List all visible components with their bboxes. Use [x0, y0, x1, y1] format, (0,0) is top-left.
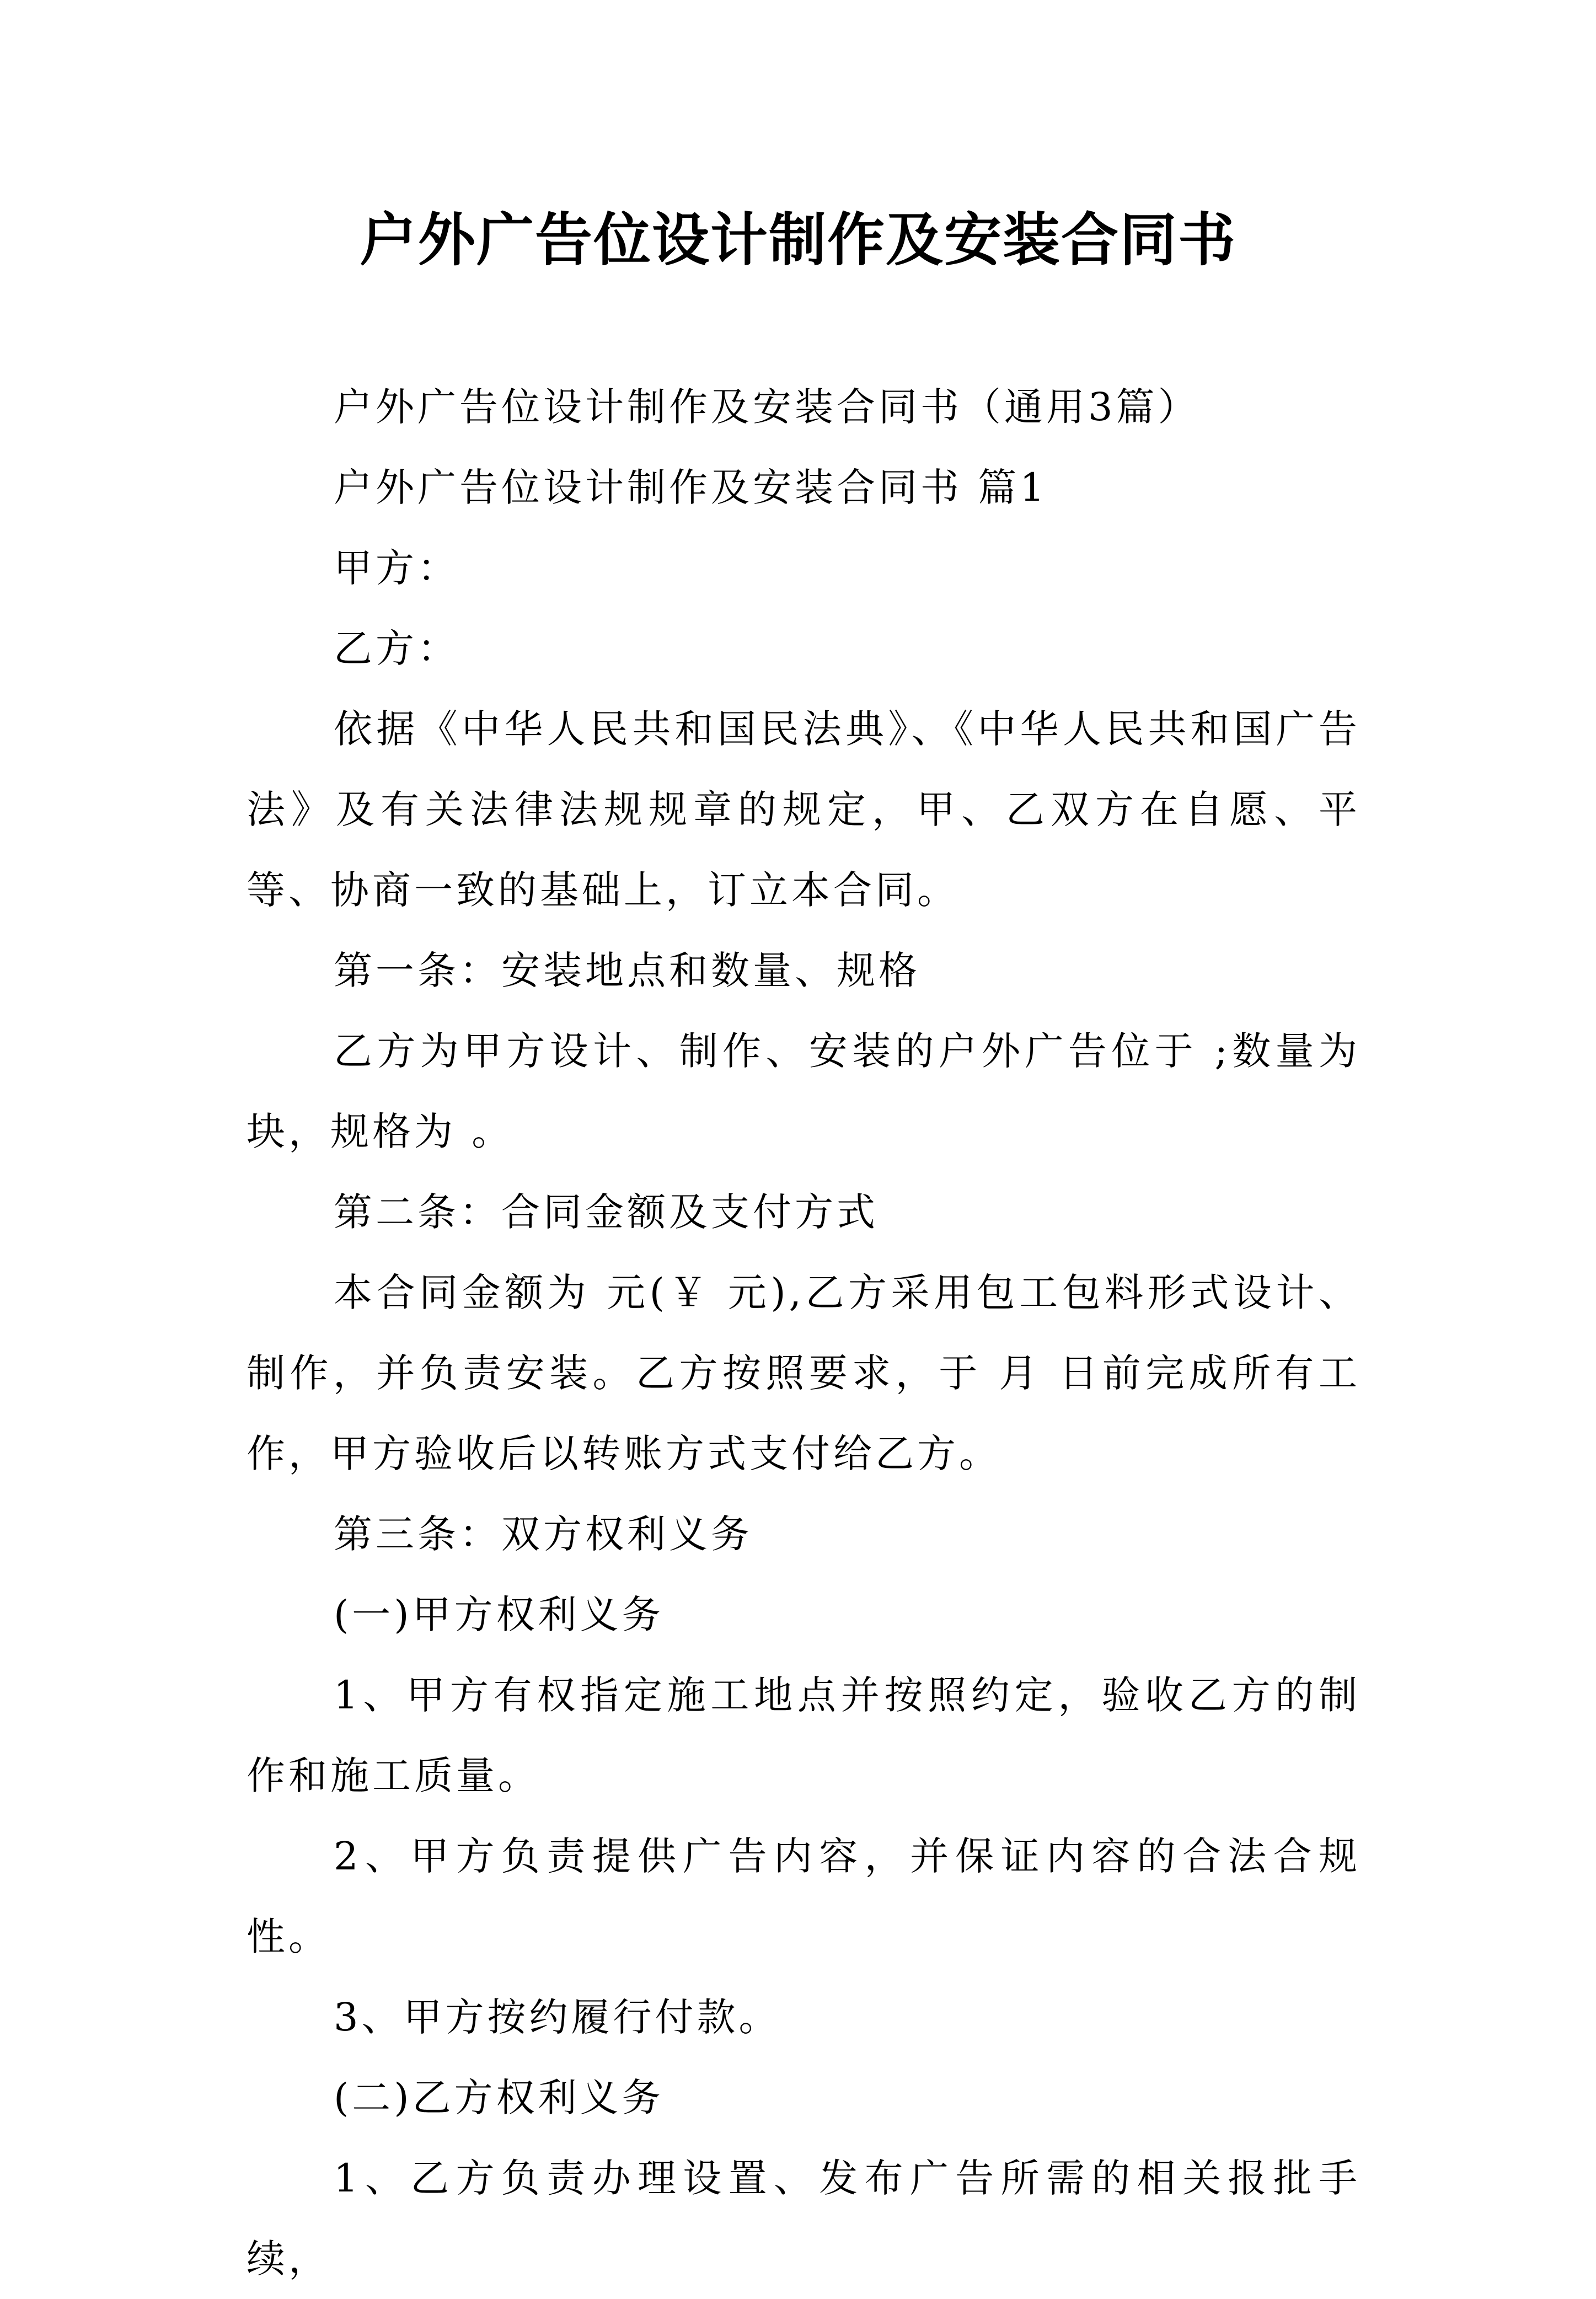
- paragraph: 甲方：: [334, 545, 459, 591]
- paragraph: 本合同金额为 元(￥ 元),乙方采用包工包料形式设计、制作，并负责安装。乙方按照要求，于 月 日前完成所有工作，甲方验收后以转账方式支付给乙方。: [247, 1270, 1361, 1476]
- paragraph: 依据《中华人民共和国民法典》、《中华人民共和国广告法》及有关法律法规规章的规定，甲、乙双方在自愿、平等、协商一致的基础上，订立本合同。: [247, 706, 1361, 913]
- paragraph: 乙方为甲方设计、制作、安装的户外广告位于 ;数量为 块，规格为 。: [247, 1028, 1361, 1154]
- paragraph: 2、甲方负责提供广告内容，并保证内容的合法合规性。: [247, 1834, 1361, 1959]
- paragraph: 乙方：: [334, 626, 459, 671]
- paragraph: 第三条：双方权利义务: [334, 1512, 753, 1557]
- paragraph: 户外广告位设计制作及安装合同书（通用3篇）: [334, 384, 1200, 430]
- paragraph: 第二条：合同金额及支付方式: [334, 1189, 879, 1235]
- paragraph: 3、甲方按约履行付款。: [334, 1995, 781, 2040]
- paragraph: (二)乙方权利义务: [334, 2075, 664, 2120]
- document-title: 户外广告位设计制作及安装合同书: [359, 206, 1236, 274]
- document-body: [247, 367, 1361, 2299]
- paragraph: 第一条：安装地点和数量、规格: [334, 948, 920, 993]
- paragraph: 户外广告位设计制作及安装合同书 篇1: [334, 465, 1048, 510]
- paragraph: 1、甲方有权指定施工地点并按照约定，验收乙方的制作和施工质量。: [247, 1673, 1361, 1798]
- paragraph: (一)甲方权利义务: [334, 1592, 664, 1637]
- paragraph: 1、乙方负责办理设置、发布广告所需的相关报批手续，: [247, 2156, 1361, 2281]
